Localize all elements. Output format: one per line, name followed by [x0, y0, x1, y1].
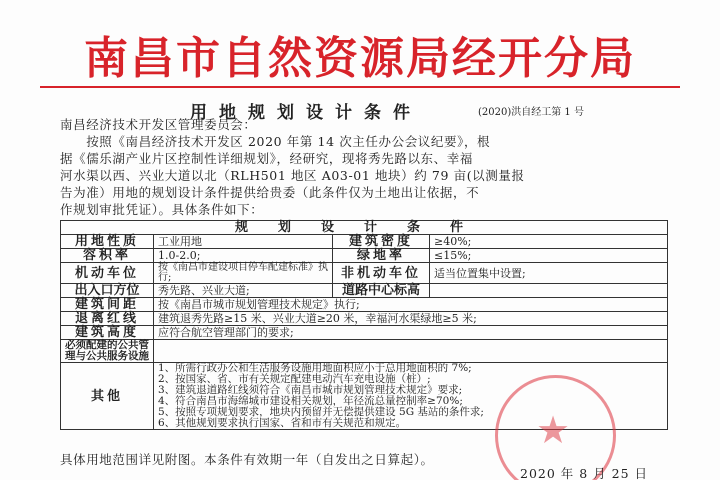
label: 机动车位 — [61, 263, 154, 284]
value: 按《南昌市建设项目停车配建标准》执行; — [154, 263, 333, 284]
value: 按《南昌市城市规划管理技术规定》执行; — [154, 298, 668, 312]
label: 道路中心标高 — [333, 284, 430, 298]
document-title: 用地规划设计条件 — [190, 103, 422, 123]
label: 退离红线 — [61, 312, 154, 326]
condition-item: 6、其他规划要求执行国家、省和市有关规范和规定。 — [158, 417, 407, 429]
table-heading: 规划设计条件 — [61, 221, 668, 235]
body-line: 按照《南昌经济技术开发区 2020 年第 14 次主任办公会议纪要》，根 — [60, 134, 491, 149]
issuer-header: 南昌市自然资源局经开分局 — [84, 33, 636, 84]
footer-note: 具体用地范围详见附图。本条件有效期一年（自发出之日算起）。 — [60, 452, 434, 467]
label: 用地性质 — [61, 235, 154, 249]
value: 秀先路、兴业大道; — [154, 284, 333, 298]
value: 1.0-2.0; — [154, 249, 333, 263]
value — [154, 340, 668, 363]
document-number: (2020)洪自经工第 1 号 — [478, 107, 584, 118]
body-line: 告为准）用地的规划设计条件提供给贵委（此条件仅为土地出让依据，不 — [60, 185, 480, 200]
label: 绿地率 — [333, 249, 430, 263]
label: 容积率 — [61, 249, 154, 263]
label: 建筑密度 — [333, 235, 430, 249]
condition-item: 5、按照专项规划要求，地块内预留并无偿提供建设 5G 基站的条件求; — [158, 406, 484, 418]
body-line: 作规划审批凭证）。具体条件如下： — [60, 202, 264, 217]
body-line: 据《儒乐湖产业片区控制性详细规划》，经研究，现将秀先路以东、幸福 — [60, 151, 473, 166]
issue-date: 2020 年 8 月 25 日 — [520, 466, 649, 480]
value: 工业用地 — [154, 235, 333, 249]
value: 应符合航空管理部门的要求; — [154, 326, 668, 340]
label: 出入口方位 — [61, 284, 154, 298]
label: 其他 — [61, 363, 154, 430]
salutation: 南昌经济技术开发区管理委员会： — [60, 117, 257, 132]
header-rule — [40, 86, 680, 88]
condition-item: 2、按国家、省、市有关规定配建电动汽车充电设施（桩）; — [158, 373, 431, 385]
condition-item: 4、符合南昌市海绵城市建设相关规划，年径流总量控制率≥70%; — [158, 395, 463, 407]
label: 非机动车位 — [333, 263, 430, 284]
label: 必须配建的公共管理与公共服务设施 — [61, 340, 154, 363]
value — [430, 284, 668, 298]
value: 建筑退秀先路≥15 米、兴业大道≥20 米，幸福河水渠绿地≥5 米; — [154, 312, 668, 326]
body-line: 河水渠以西、兴业大道以北（RLH501 地区 A03-01 地块）约 79 亩(以测量报 — [60, 168, 525, 183]
condition-item: 3、建筑退道路红线须符合《南昌市城市规划管理技术规定》要求; — [158, 384, 463, 396]
condition-item: 1、所需行政办公和生活服务设施用地面积应小于总用地面积的 7%; — [158, 362, 472, 374]
label: 建筑间距 — [61, 298, 154, 312]
value: 适当位置集中设置; — [430, 263, 668, 284]
value: ≥40%; — [430, 235, 668, 249]
label: 建筑高度 — [61, 326, 154, 340]
star-icon: ★ — [536, 408, 571, 452]
value: ≤15%; — [430, 249, 668, 263]
